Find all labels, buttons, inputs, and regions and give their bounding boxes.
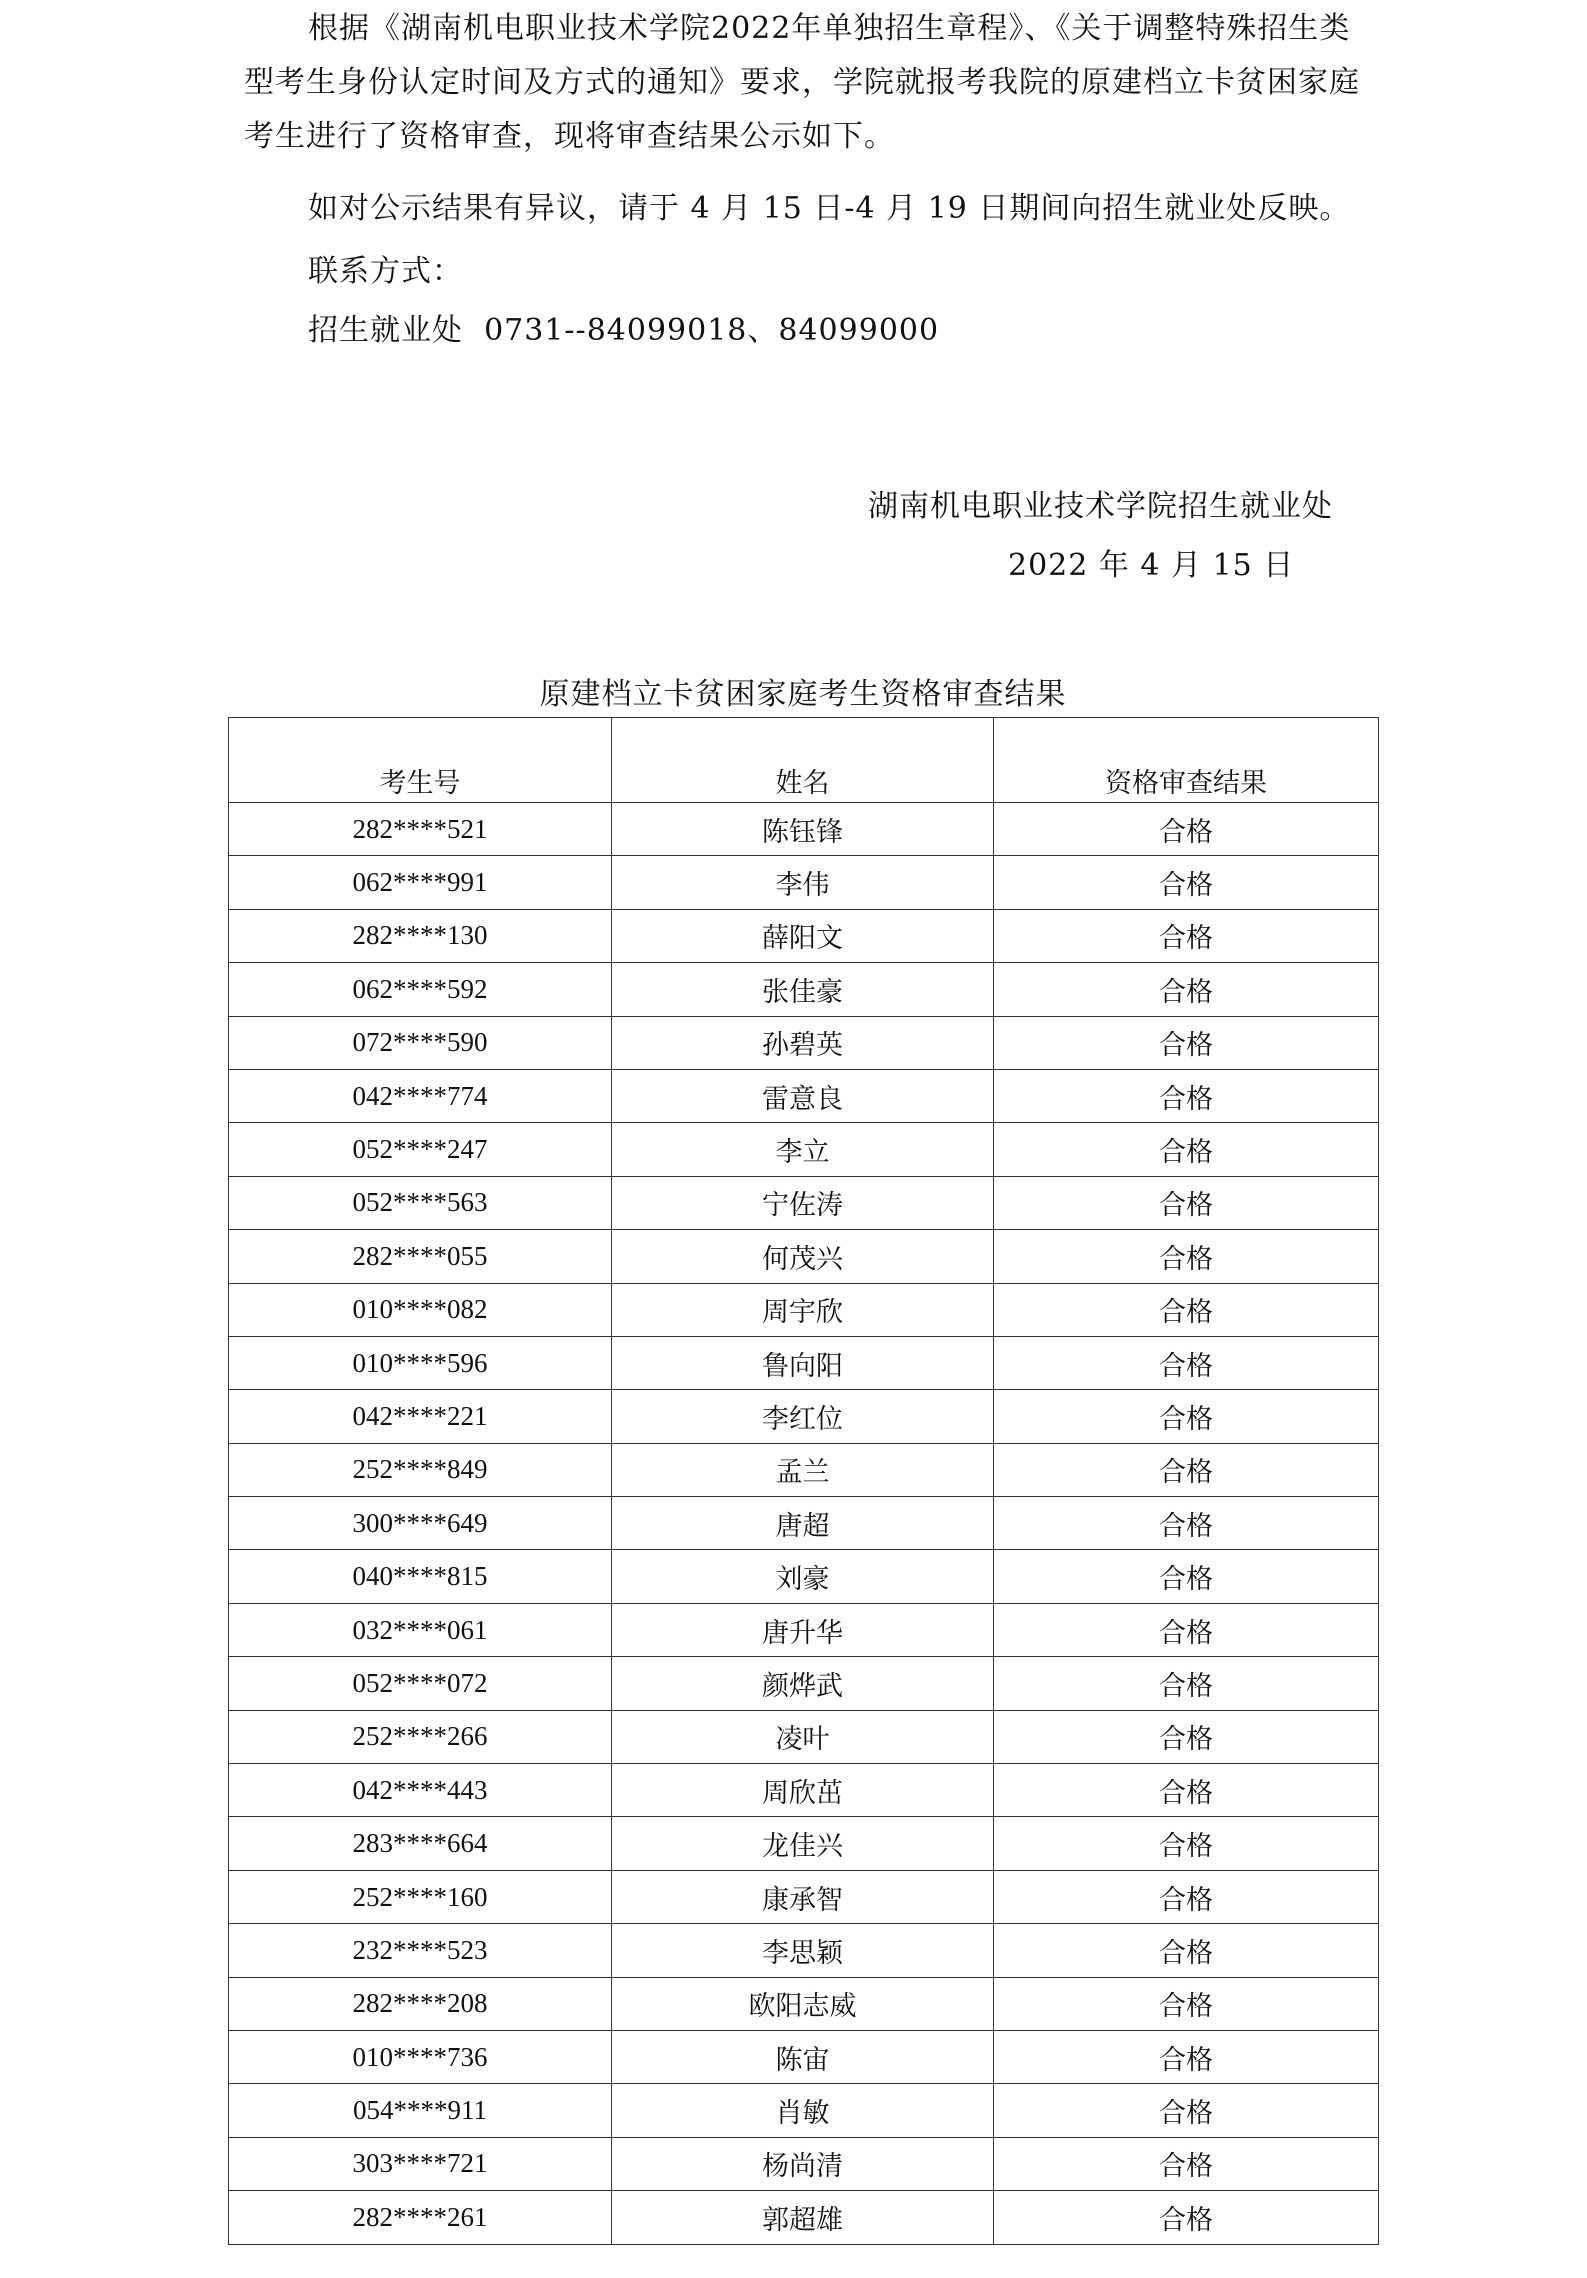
table-header-row [229, 718, 1379, 803]
cell-name: 李伟 [612, 856, 994, 909]
cell-name: 周欣茁 [612, 1764, 994, 1817]
table-row [229, 1283, 1379, 1336]
table-row [229, 2137, 1379, 2190]
table-title: 原建档立卡贫困家庭考生资格审查结果 [539, 677, 1067, 712]
cell-name: 杨尚清 [612, 2137, 994, 2190]
table-row [229, 856, 1379, 909]
cell-exam-id: 010****082 [229, 1283, 612, 1336]
cell-result: 合格 [994, 2030, 1379, 2083]
header-name: 姓名 [612, 718, 994, 803]
cell-exam-id: 054****911 [229, 2084, 612, 2137]
table-row [229, 2030, 1379, 2083]
cell-name: 颜烨武 [612, 1657, 994, 1710]
cell-name: 李立 [612, 1123, 994, 1176]
cell-name: 雷意良 [612, 1069, 994, 1122]
cell-name: 唐升华 [612, 1603, 994, 1656]
table-row [229, 1550, 1379, 1603]
cell-result: 合格 [994, 1497, 1379, 1550]
cell-result: 合格 [994, 1870, 1379, 1923]
signature-department: 湖南机电职业技术学院招生就业处 [868, 489, 1333, 524]
table-row [229, 1336, 1379, 1389]
cell-name: 孟兰 [612, 1443, 994, 1496]
cell-name: 鲁向阳 [612, 1336, 994, 1389]
table-row [229, 1764, 1379, 1817]
cell-result: 合格 [994, 1710, 1379, 1763]
table-row [229, 1924, 1379, 1977]
cell-result: 合格 [994, 2084, 1379, 2137]
cell-name: 刘豪 [612, 1550, 994, 1603]
cell-result: 合格 [994, 2137, 1379, 2190]
table-row [229, 1123, 1379, 1176]
cell-name: 薛阳文 [612, 909, 994, 962]
cell-exam-id: 032****061 [229, 1603, 612, 1656]
cell-exam-id: 252****160 [229, 1870, 612, 1923]
table-row [229, 1069, 1379, 1122]
table-row [229, 2191, 1379, 2244]
contact-label: 联系方式： [308, 254, 463, 289]
table-row [229, 1230, 1379, 1283]
table-row [229, 1603, 1379, 1656]
cell-exam-id: 282****521 [229, 803, 612, 856]
contact-line: 招生就业处 0731--84099018、84099000 [308, 313, 940, 348]
cell-exam-id: 252****266 [229, 1710, 612, 1763]
cell-exam-id: 282****130 [229, 909, 612, 962]
table-body [229, 803, 1379, 2245]
cell-result: 合格 [994, 1016, 1379, 1069]
cell-exam-id: 232****523 [229, 1924, 612, 1977]
cell-result: 合格 [994, 1176, 1379, 1229]
table-row [229, 2084, 1379, 2137]
cell-exam-id: 062****991 [229, 856, 612, 909]
cell-result: 合格 [994, 1390, 1379, 1443]
cell-exam-id: 252****849 [229, 1443, 612, 1496]
table-row [229, 1176, 1379, 1229]
cell-exam-id: 010****736 [229, 2030, 612, 2083]
cell-result: 合格 [994, 803, 1379, 856]
cell-name: 李红位 [612, 1390, 994, 1443]
notice-paragraph-1: 根据《湖南机电职业技术学院2022年单独招生章程》、《关于调整特殊招生类型考生身份认定时间及方式的通知》要求，学院就报考我院的原建档立卡贫困家庭考生进行了资格审查，现将审查结果公示如下。 [244, 11, 1360, 154]
cell-result: 合格 [994, 1230, 1379, 1283]
cell-result: 合格 [994, 1123, 1379, 1176]
cell-result: 合格 [994, 1443, 1379, 1496]
cell-result: 合格 [994, 1283, 1379, 1336]
cell-name: 凌叶 [612, 1710, 994, 1763]
cell-result: 合格 [994, 856, 1379, 909]
cell-exam-id: 040****815 [229, 1550, 612, 1603]
cell-name: 龙佳兴 [612, 1817, 994, 1870]
cell-exam-id: 010****596 [229, 1336, 612, 1389]
cell-result: 合格 [994, 1657, 1379, 1710]
cell-exam-id: 042****221 [229, 1390, 612, 1443]
table-row [229, 1817, 1379, 1870]
cell-result: 合格 [994, 909, 1379, 962]
cell-name: 孙碧英 [612, 1016, 994, 1069]
table-row [229, 1443, 1379, 1496]
signature-date: 2022 年 4 月 15 日 [1008, 548, 1295, 583]
cell-exam-id: 042****443 [229, 1764, 612, 1817]
table-row [229, 1390, 1379, 1443]
cell-exam-id: 282****055 [229, 1230, 612, 1283]
cell-exam-id: 303****721 [229, 2137, 612, 2190]
cell-name: 欧阳志威 [612, 1977, 994, 2030]
table-row [229, 1870, 1379, 1923]
cell-name: 周宇欣 [612, 1283, 994, 1336]
cell-exam-id: 042****774 [229, 1069, 612, 1122]
cell-result: 合格 [994, 1069, 1379, 1122]
cell-exam-id: 283****664 [229, 1817, 612, 1870]
table-row [229, 1657, 1379, 1710]
cell-name: 陈宙 [612, 2030, 994, 2083]
cell-name: 何茂兴 [612, 1230, 994, 1283]
table-row [229, 1497, 1379, 1550]
cell-exam-id: 072****590 [229, 1016, 612, 1069]
cell-name: 肖敏 [612, 2084, 994, 2137]
cell-result: 合格 [994, 1817, 1379, 1870]
cell-name: 宁佐涛 [612, 1176, 994, 1229]
cell-exam-id: 052****072 [229, 1657, 612, 1710]
cell-name: 唐超 [612, 1497, 994, 1550]
cell-result: 合格 [994, 1977, 1379, 2030]
cell-exam-id: 282****261 [229, 2191, 612, 2244]
cell-exam-id: 282****208 [229, 1977, 612, 2030]
cell-exam-id: 300****649 [229, 1497, 612, 1550]
cell-result: 合格 [994, 1924, 1379, 1977]
notice-paragraph-2: 如对公示结果有异议，请于 4 月 15 日-4 月 19 日期间向招生就业处反映。 [308, 191, 1351, 226]
cell-exam-id: 062****592 [229, 963, 612, 1016]
table-row [229, 1977, 1379, 2030]
table-row [229, 803, 1379, 856]
cell-name: 张佳豪 [612, 963, 994, 1016]
cell-result: 合格 [994, 1336, 1379, 1389]
cell-name: 陈钰锋 [612, 803, 994, 856]
result-table [228, 717, 1379, 2245]
cell-exam-id: 052****247 [229, 1123, 612, 1176]
header-result: 资格审查结果 [994, 718, 1379, 803]
table-row [229, 909, 1379, 962]
cell-result: 合格 [994, 2191, 1379, 2244]
cell-result: 合格 [994, 1603, 1379, 1656]
cell-exam-id: 052****563 [229, 1176, 612, 1229]
cell-result: 合格 [994, 1764, 1379, 1817]
cell-name: 李思颖 [612, 1924, 994, 1977]
header-exam-id: 考生号 [229, 718, 612, 803]
cell-name: 郭超雄 [612, 2191, 994, 2244]
table-row [229, 1710, 1379, 1763]
table-row [229, 1016, 1379, 1069]
cell-result: 合格 [994, 963, 1379, 1016]
cell-result: 合格 [994, 1550, 1379, 1603]
table-row [229, 963, 1379, 1016]
cell-name: 康承智 [612, 1870, 994, 1923]
